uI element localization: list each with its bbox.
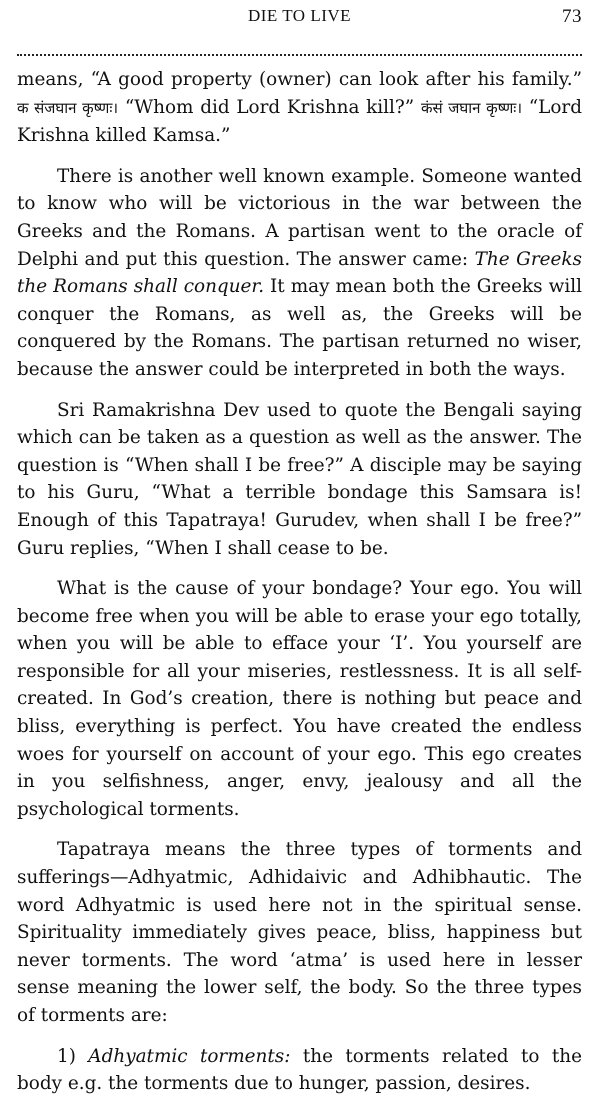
p1-text-b: “Whom did Lord Krishna kill?” bbox=[124, 96, 415, 118]
running-title: DIE TO LIVE bbox=[247, 6, 352, 25]
page-header bbox=[17, 0, 582, 30]
p2-text-a: There is another well known example. Someone wanted to know who will be victorious in the war between the Greeks and the Romans. A partisan went to the oracle of Delphi and put this question. The answer came: bbox=[17, 165, 582, 270]
paragraph-3: Sri Ramakrishna Dev used to quote the Bengali saying which can be taken as a question as well as the answer. The question is “When shall I be free?” A disciple may be saying to his Guru, “What a terrible bondage this Samsara is! Enough of this Tapatraya! Gurudev, when shall I be free?” Guru replies, “When I shall cease to be. bbox=[17, 399, 582, 559]
header-divider bbox=[17, 54, 582, 56]
p6-text: the torments related to the body e.g. the torments due to hunger, passion, desires. bbox=[17, 1045, 582, 1095]
paragraph-6 bbox=[17, 1043, 582, 1098]
p1-text-a: means, “A good property (owner) can look after his family.” bbox=[17, 69, 582, 90]
p1-sanskrit-question: क संजघान कृष्णः। bbox=[17, 98, 119, 117]
p6-term: Adhyatmic torments: bbox=[88, 1045, 291, 1067]
p2-text-b: It may mean both the Greeks will conquer the Romans, as well as, the Greeks will be conquered by the Romans. The partisan returned no wiser, because the answer could be interpreted in both the ways. bbox=[17, 276, 582, 380]
paragraph-5: Tapatraya means the three types of torments and sufferings—Adhyatmic, Adhidaivic and Adhibhautic. The word Adhyatmic is used here not in the spiritual sense. Spirituality immediately gives peace, bliss, happiness but never torments. The word ‘atma’ is used here in lesser sense meaning the lower self, the body. So the three types of torments are: bbox=[17, 839, 582, 1026]
page-body bbox=[17, 66, 582, 1111]
p1-text-c: “Lord Krishna killed Kamsa.” bbox=[17, 96, 583, 147]
paragraph-4: What is the cause of your bondage? Your ego. You will become free when you will be able to erase your ego totally, when you will be able to efface your ‘I’. You yourself are responsible for all your miseries, restlessness. It is all self-created. In God’s creation, there is nothing but peace and bliss, everything is perfect. You have created the endless woes for yourself on account of your ego. This ego creates in you selfishness, anger, envy, jealousy and all the psychological torments. bbox=[17, 578, 582, 820]
p2-oracle-quote: The Greeks the Romans shall conquer. bbox=[17, 248, 582, 298]
paragraph-2 bbox=[17, 163, 582, 384]
paragraph-1 bbox=[17, 66, 582, 150]
p1-sanskrit-answer: कंसं जघान कृष्णः। bbox=[420, 98, 523, 117]
p6-number: 1) bbox=[57, 1045, 76, 1067]
page-number: 73 bbox=[562, 6, 582, 27]
